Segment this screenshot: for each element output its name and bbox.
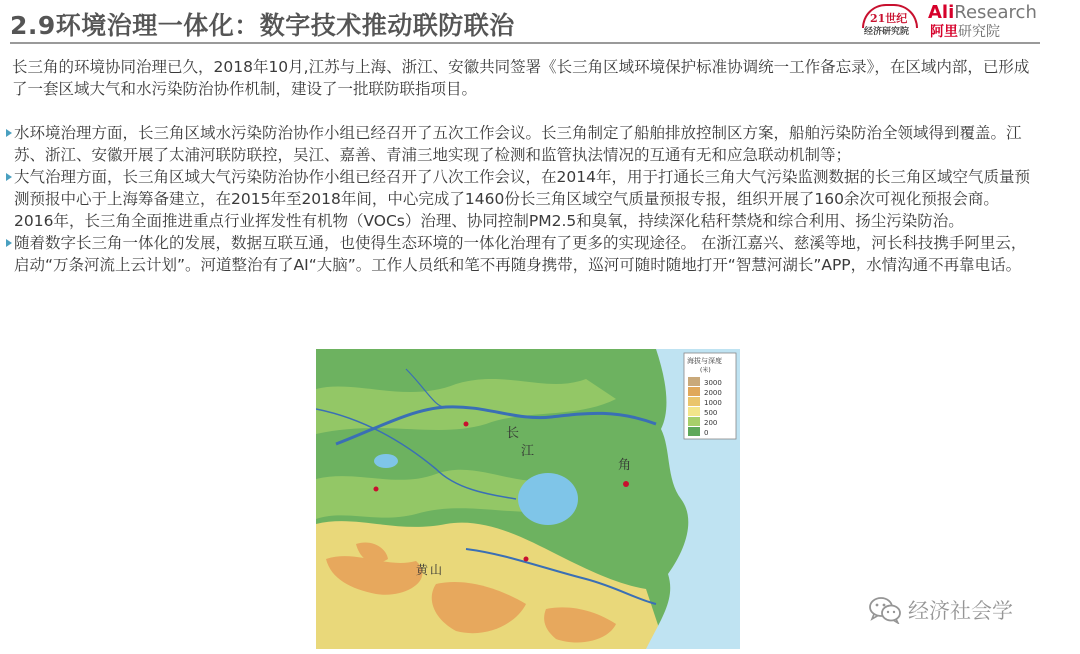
legend-label-500: 500 xyxy=(704,409,718,417)
map-label-chang: 长 xyxy=(506,426,520,441)
logo-ali-brand: Ali xyxy=(928,2,955,23)
bullet-list xyxy=(6,122,1038,276)
logo-21-bottom-text: 经济研究院 xyxy=(864,27,910,37)
legend-swatch-0 xyxy=(688,427,700,436)
legend-swatch-2000 xyxy=(688,387,700,396)
map-city-nanjing xyxy=(464,422,469,427)
logo-ali-cn xyxy=(930,21,1000,41)
legend-swatch-3000 xyxy=(688,377,700,386)
map-legend-title: 海拔与深度 xyxy=(687,357,722,365)
logo-21st-century xyxy=(860,2,916,38)
logo-21-top-text: 21世纪 xyxy=(870,12,908,25)
bullet-water: 水环境治理方面，长三角区域水污染防治协作小组已经召开了五次工作会议。长三角制定了船舶排放控制区方案，船舶污染防治全领域得到覆盖。江苏、浙江、安徽开展了太浦河联防联控，吴江、嘉善、青浦三地实现了检测和监管执法情况的互通有无和应急联动机制等； xyxy=(6,122,1038,166)
logo-ali-wordmark xyxy=(928,2,1037,23)
legend-label-200: 200 xyxy=(704,419,718,427)
map-city-hangzhou xyxy=(524,557,529,562)
legend-swatch-200 xyxy=(688,417,700,426)
header-divider xyxy=(10,42,1040,44)
legend-swatch-500 xyxy=(688,407,700,416)
intro-paragraph: 长三角的环境协同治理已久，2018年10月,江苏与上海、浙江、安徽共同签署《长三角区域环境保护标准协调统一工作备忘录》，在区域内部，已形成了一套区域大气和水污染防治协作机制，建设了一批联防联指项目。 xyxy=(12,58,1030,98)
logo-cn-inst: 研究院 xyxy=(958,24,1000,40)
page-title: 2.9环境治理一体化：数字技术推动联防联治 xyxy=(10,11,515,40)
bullet-digital: 随着数字长三角一体化的发展，数据互联互通，也使得生态环境的一体化治理有了更多的实现途径。 在浙江嘉兴、慈溪等地，河长科技携手阿里云，启动“万条河流上云计划”。河道整治有了AI“大脑”。工作人员纸和笔不再随身携带，巡河可随时随地打开“智慧河湖长”APP，水情沟通不再靠电话。 xyxy=(6,232,1038,276)
legend-label-2000: 2000 xyxy=(704,389,722,397)
legend-swatch-1000 xyxy=(688,397,700,406)
map-svg xyxy=(316,349,740,649)
wechat-icon xyxy=(868,596,902,624)
map-label-jiao: 角 xyxy=(618,458,632,473)
yangtze-delta-map xyxy=(316,349,740,649)
map-taihu-lake xyxy=(518,473,578,525)
map-legend-unit: (米) xyxy=(700,367,711,374)
legend-label-1000: 1000 xyxy=(704,399,722,407)
wechat-watermark xyxy=(868,596,1013,624)
map-label-shan: 山 xyxy=(430,563,443,577)
logo-research-text: Research xyxy=(954,2,1037,23)
legend-label-0: 0 xyxy=(704,429,709,437)
map-small-lake xyxy=(374,454,398,468)
map-label-huang: 黄 xyxy=(416,563,429,577)
logo-aliresearch xyxy=(928,0,1040,42)
map-city-hefei xyxy=(374,487,379,492)
legend-label-3000: 3000 xyxy=(704,379,722,387)
map-label-jiang: 江 xyxy=(521,444,535,459)
watermark-text: 经济社会学 xyxy=(908,599,1013,623)
map-legend xyxy=(684,353,736,439)
bullet-air: 大气治理方面，长三角区域大气污染防治协作小组已经召开了八次工作会议，在2014年，用于打通长三角大气污染监测数据的长三角区域空气质量预测预报中心于上海筹备建立，在2015年至2018年间，中心完成了1460份长三角区域空气质量预报专报，组织开展了160余次可视化预报会商。2016年，长三角全面推进重点行业挥发性有机物（VOCs）治理、协同控制PM2.5和臭氧，持续深化秸秆禁烧和综合利用、扬尘污染防治。 xyxy=(6,166,1038,232)
logo-cn-brand: 阿里 xyxy=(930,24,958,40)
map-city-shanghai xyxy=(623,481,629,487)
